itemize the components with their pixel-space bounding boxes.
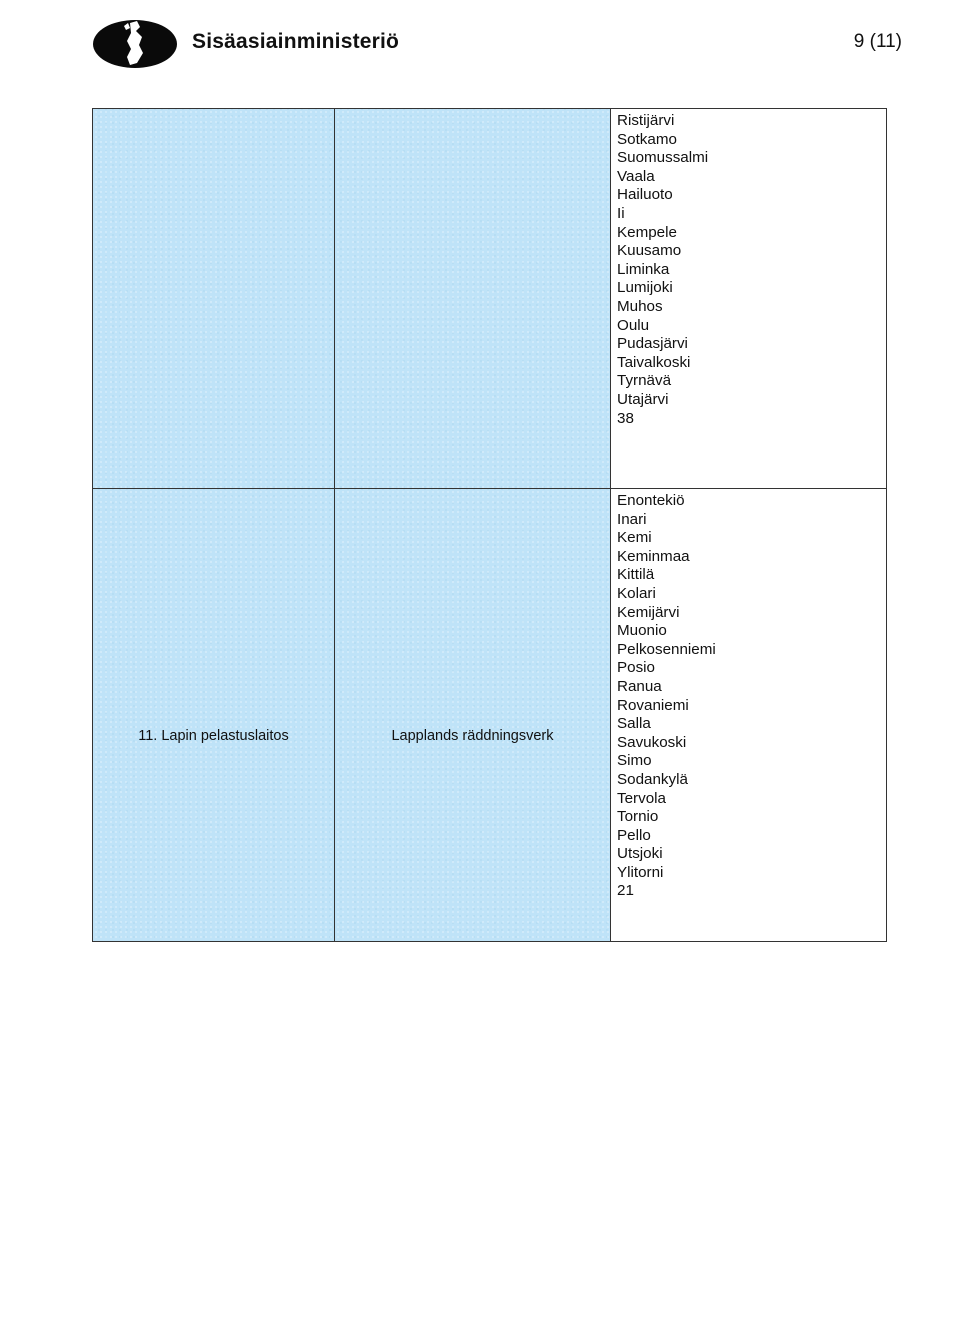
municipality-item: Pello (617, 826, 651, 844)
municipality-item: Pelkosenniemi (617, 640, 716, 658)
rescue-services-table (92, 108, 887, 942)
name-sv-cell (335, 109, 611, 489)
name-fi-cell (93, 109, 335, 489)
municipality-item: Kemijärvi (617, 603, 680, 621)
municipality-item: Ii (617, 204, 625, 222)
municipality-item: Ranua (617, 677, 662, 695)
municipality-item: Taivalkoski (617, 353, 691, 371)
municipality-item: Salla (617, 715, 651, 733)
municipality-item: Inari (617, 510, 647, 528)
municipality-item: Pudasjärvi (617, 335, 688, 353)
municipality-item: Sotkamo (617, 130, 677, 148)
page-number: 9 (11) (853, 31, 902, 52)
municipality-count: 21 (617, 882, 634, 900)
municipality-item: Oulu (617, 316, 650, 334)
ministry-name: Sisäasiainministeriö (192, 30, 400, 53)
municipality-item: Kuusamo (617, 242, 682, 260)
municipality-item: Ristijärvi (617, 112, 675, 129)
municipality-item: Keminmaa (617, 547, 690, 565)
name-fi-cell (93, 489, 335, 942)
municipalities-cell (611, 109, 887, 489)
municipality-item: Suomussalmi (617, 149, 709, 167)
table-row (93, 109, 887, 489)
municipality-item: Rovaniemi (617, 696, 689, 714)
municipality-item: Tornio (617, 808, 659, 826)
page-header (0, 0, 960, 90)
municipality-item: Liminka (617, 260, 670, 278)
municipality-item: Kolari (617, 584, 656, 602)
municipality-item: Enontekiö (617, 492, 685, 509)
finland-map-icon (90, 14, 180, 74)
municipality-item: Utajärvi (617, 390, 669, 408)
municipality-item: Utsjoki (617, 845, 663, 863)
municipality-item: Kittilä (617, 566, 655, 584)
municipality-item: Muhos (617, 297, 663, 315)
municipality-item: Simo (617, 752, 652, 770)
municipality-item: Tyrnävä (617, 372, 672, 390)
municipality-item: Hailuoto (617, 186, 673, 204)
municipality-list (617, 492, 886, 882)
municipality-item: Tervola (617, 789, 666, 807)
municipality-item: Sodankylä (617, 770, 688, 788)
rescue-service-name-fi: 11. Lapin pelastuslaitos (138, 728, 289, 744)
municipality-item: Vaala (617, 167, 655, 185)
name-sv-cell (335, 489, 611, 942)
municipality-item: Kemi (617, 529, 652, 547)
table-row (93, 489, 887, 942)
municipality-item: Muonio (617, 622, 667, 640)
municipality-count: 38 (617, 409, 634, 427)
municipality-item: Savukoski (617, 733, 687, 751)
municipalities-cell (611, 489, 887, 942)
municipality-list (617, 112, 886, 410)
municipality-item: Lumijoki (617, 279, 673, 297)
municipality-item: Posio (617, 659, 655, 677)
municipality-item: Kempele (617, 223, 677, 241)
rescue-service-name-sv: Lapplands räddningsverk (391, 728, 554, 744)
municipality-item: Ylitorni (617, 863, 664, 881)
